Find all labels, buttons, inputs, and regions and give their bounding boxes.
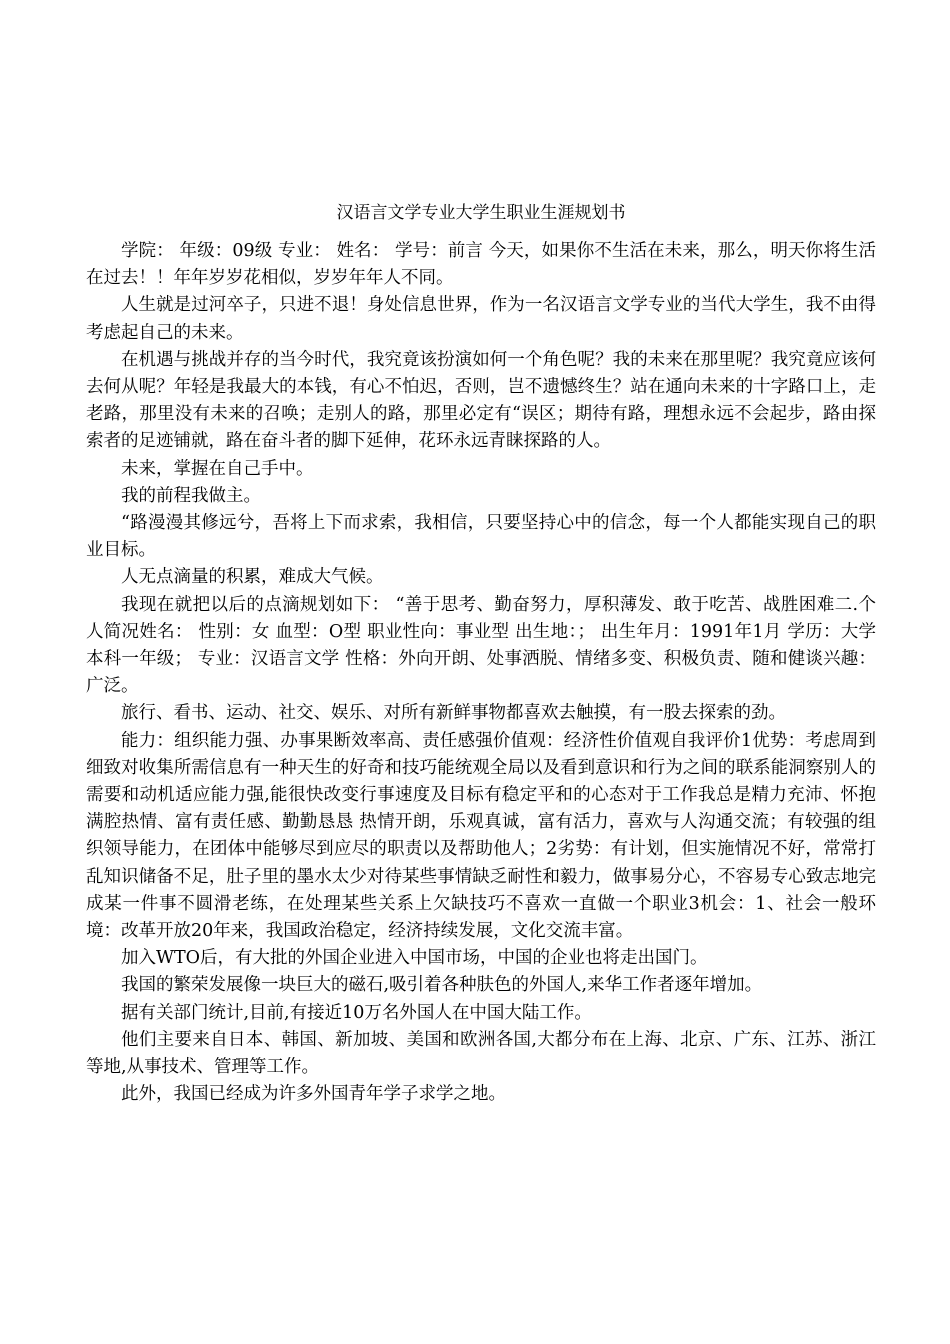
paragraph-statistics: 据有关部门统计,目前,有接近10万名外国人在中国大陆工作。 [121,1002,592,1023]
paragraph-prosperity: 我国的繁荣发展像一块巨大的磁石,吸引着各种肤色的外国人,来华工作者逐年增加。 [121,975,763,996]
paragraph-era: 在机遇与挑战并存的当今时代，我究竟该扮演如何一个角色呢？我的未来在那里呢？我究竟应该何去何从呢？年轻是我最大的本钱，有心不怕迟，否则，岂不遗憾终生？站在通向未来的十字路口上，走老路，那里没有未来的召唤；走别人的路，那里必定有“误区；期待有路，理想永远不会起步，路由探索者的足迹铺就，路在奋斗者的脚下延伸，花环永远青睐探路的人。 [86,349,876,452]
paragraph-future: 未来，掌握在自己手中。 [121,458,314,479]
document-title: 汉语言文学专业大学生职业生涯规划书 [336,203,626,223]
paragraph-intro: 学院： 年级：09级 专业： 姓名： 学号：前言 今天，如果你不生活在未来，那么，明天你将生活在过去！！年年岁岁花相似，岁岁年年人不同。 [86,241,876,289]
paragraph-students: 此外，我国已经成为许多外国青年学子求学之地。 [121,1084,506,1105]
paragraph-quote: “路漫漫其修远兮，吾将上下而求索，我相信，只要坚持心中的信念，每一个人都能实现自己的职业目标。 [86,513,876,561]
paragraph-origins: 他们主要来自日本、韩国、新加坡、美国和欧洲各国,大都分布在上海、北京、广东、江苏、浙江等地,从事技术、管理等工作。 [86,1029,876,1078]
paragraph-profile: 我现在就把以后的点滴规划如下： “善于思考、勤奋努力，厚积薄发、敢于吃苦、战胜困难二.个人简况姓名： 性别：女 血型：O型 职业性向：事业型 出生地：； 出生年月：1991年1月 学历：大学本科一年级； 专业：汉语言文学 性格：外向开朗、处事洒脱、情绪多变、积极负责、随和健谈兴趣：广泛。 [86,594,877,697]
paragraph-wto: 加入WTO后，有大批的外国企业进入中国市场，中国的企业也将走出国门。 [121,948,708,969]
paragraph-accumulation: 人无点滴量的积累，难成大气候。 [121,567,384,588]
paragraph-hobbies: 旅行、看书、运动、社交、娱乐、对所有新鲜事物都喜欢去触摸，有一股去探索的劲。 [121,703,786,724]
paragraph-own-path: 我的前程我做主。 [121,485,261,506]
document-page [86,200,876,1109]
paragraph-abilities: 能力：组织能力强、办事果断效率高、责任感强价值观：经济性价值观自我评价1优势：考虑周到细致对收集所需信息有一种天生的好奇和技巧能统观全局以及看到意识和行为之间的联系能洞察别人的需要和动机适应能力强,能很快改变行事速度及目标有稳定平和的心态对于工作我总是精力充沛、怀抱满腔热情、富有责任感、勤勤恳恳 热情开朗，乐观真诚，富有活力，喜欢与人沟通交流；有较强的组织领导能力，在团体中能够尽到应尽的职责以及帮助他人；2劣势：有计划，但实施情况不好，常常打乱知识储备不足，肚子里的墨水太少对待某些事情缺乏耐性和毅力，做事易分心，不容易专心致志地完成某一件事不圆滑老练，在处理某些关系上欠缺技巧不喜欢一直做一个职业3机会：1、社会一般环境：改革开放20年来，我国政治稳定，经济持续发展，文化交流丰富。 [86,730,876,942]
paragraph-life: 人生就是过河卒子，只进不退！身处信息世界，作为一名汉语言文学专业的当代大学生，我不由得考虑起自己的未来。 [86,295,876,343]
